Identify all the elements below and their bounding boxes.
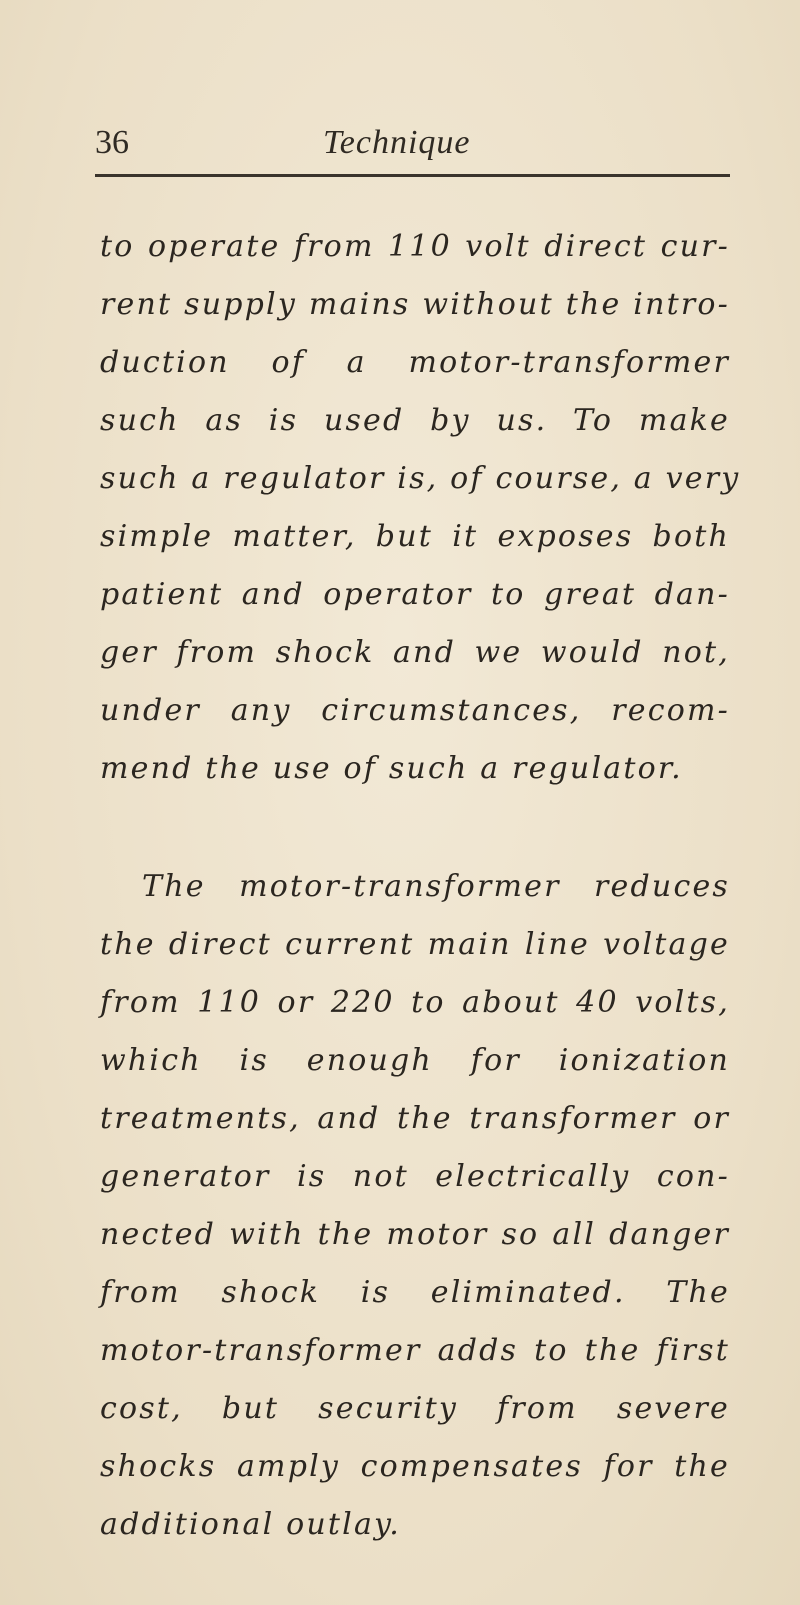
text-line: treatments, and the transformer or [100,1101,730,1136]
text-line: patient and operator to great dan- [100,577,730,612]
text-line: ger from shock and we would not, [100,635,730,670]
text-line: shocks amply compensates for the [100,1449,730,1484]
text-line: under any circumstances, recom- [100,693,730,728]
paragraph-2 [100,858,730,1554]
text-line: to operate from 110 volt direct cur- [100,229,730,264]
header-rule [95,174,730,177]
text-line: such as is used by us. To make [100,403,730,438]
text-line: The motor-transformer reduces [142,869,730,904]
text-line: from 110 or 220 to about 40 volts, [100,985,730,1020]
paragraph-break [100,798,730,858]
text-line: cost, but security from severe [100,1391,730,1426]
text-line: simple matter, but it exposes both [100,519,730,554]
text-line: nected with the motor so all danger [100,1217,730,1252]
text-line: such a regulator is, of course, a very [100,461,741,496]
text-line: motor-transformer adds to the first [100,1333,730,1368]
text-line: which is enough for ionization [100,1043,730,1078]
text-line: the direct current main line voltage [100,927,730,962]
running-title: Technique [323,124,471,161]
text-line: additional outlay. [100,1507,401,1542]
text-line: generator is not electrically con- [100,1159,730,1194]
text-line: mend the use of such a regulator. [100,751,683,786]
body-text [100,218,741,1554]
paragraph-1 [100,218,741,798]
page-number: 36 [95,124,129,161]
text-line: rent supply mains without the intro- [100,287,730,322]
text-line: duction of a motor-transformer [100,345,730,380]
page-header [95,118,730,168]
text-line: from shock is eliminated. The [100,1275,730,1310]
